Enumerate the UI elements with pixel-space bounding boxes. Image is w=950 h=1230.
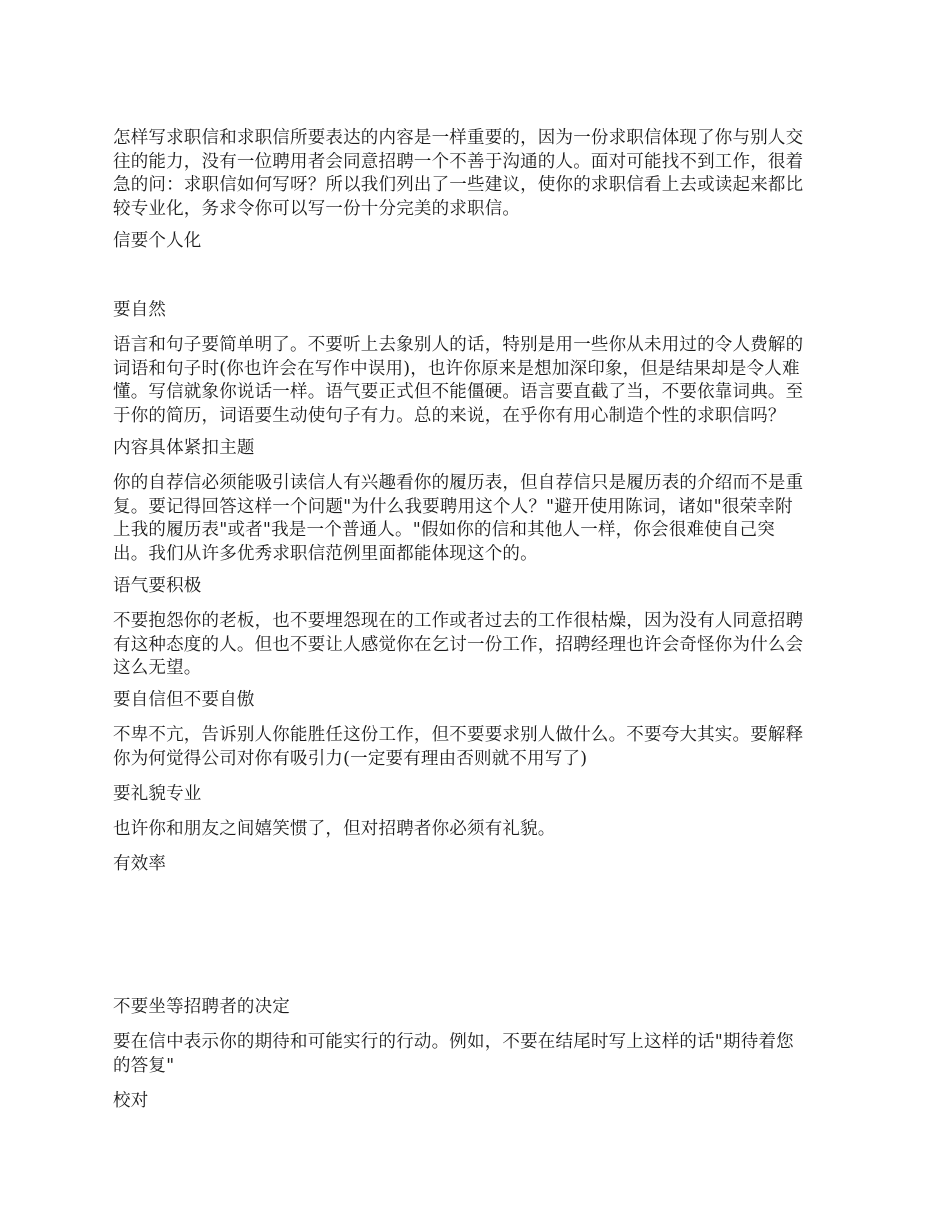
heading-polite: 要礼貌专业 <box>113 784 202 804</box>
heading-personal: 信要个人化 <box>113 231 202 251</box>
heading-efficient: 有效率 <box>113 854 167 874</box>
heading-dont-wait: 不要坐等招聘者的决定 <box>113 997 290 1017</box>
heading-natural: 要自然 <box>113 300 167 320</box>
intro-paragraph: 怎样写求职信和求职信所要表达的内容是一样重要的，因为一份求职信体现了你与别人交 往的能力，没有一位聘用者会同意招聘一个不善于沟通的人。面对可能找不到工作，很着 急的问：求职信如何写呀？所以我们列出了一些建议，使你的求职信看上去或读起来都比 较专业化，务求令你可以写一份十分完美的求职信。 <box>113 128 804 219</box>
paragraph-positive: 不要抱怨你的老板，也不要埋怨现在的工作或者过去的工作很枯燥，因为没有人同意招聘 有这种态度的人。但也不要让人感觉你在乞讨一份工作，招聘经理也许会奇怪你为什么会 这么无望。 <box>113 611 804 678</box>
heading-specific: 内容具体紧扣主题 <box>113 438 255 458</box>
heading-confident: 要自信但不要自傲 <box>113 690 255 710</box>
paragraph-polite: 也许你和朋友之间嬉笑惯了，但对招聘者你必须有礼貌。 <box>113 819 556 839</box>
paragraph-specific: 你的自荐信必须能吸引读信人有兴趣看你的履历表，但自荐信只是履历表的介绍而不是重 复。要记得回答这样一个问题"为什么我要聘用这个人？"避开使用陈词，诸如"很荣幸附 上我的履历表"或者"我是一个普通人。"假如你的信和其他人一样，你会很难使自己突 出。我们从许多优秀求职信范例里面都能体现这个的。 <box>113 473 804 564</box>
paragraph-dont-wait: 要在信中表示你的期待和可能实行的行动。例如，不要在结尾时写上这样的话"期待着您 的答复" <box>113 1032 794 1076</box>
paragraph-natural: 语言和句子要简单明了。不要听上去象别人的话，特别是用一些你从未用过的令人费解的 词语和句子时(你也许会在写作中误用)，也许你原来是想加深印象，但是结果却是令人难 懂。写信就象你说话一样。语气要正式但不能僵硬。语言要直截了当，不要依靠词典。至 于你的简历，词语要生动使句子有力。总的来说，在乎你有用心制造个性的求职信吗？ <box>113 335 804 426</box>
heading-proofread: 校对 <box>113 1091 149 1111</box>
heading-positive: 语气要积极 <box>113 576 202 596</box>
paragraph-confident: 不卑不亢，告诉别人你能胜任这份工作，但不要要求别人做什么。不要夸大其实。要解释 你为何觉得公司对你有吸引力(一定要有理由否则就不用写了) <box>113 725 804 769</box>
